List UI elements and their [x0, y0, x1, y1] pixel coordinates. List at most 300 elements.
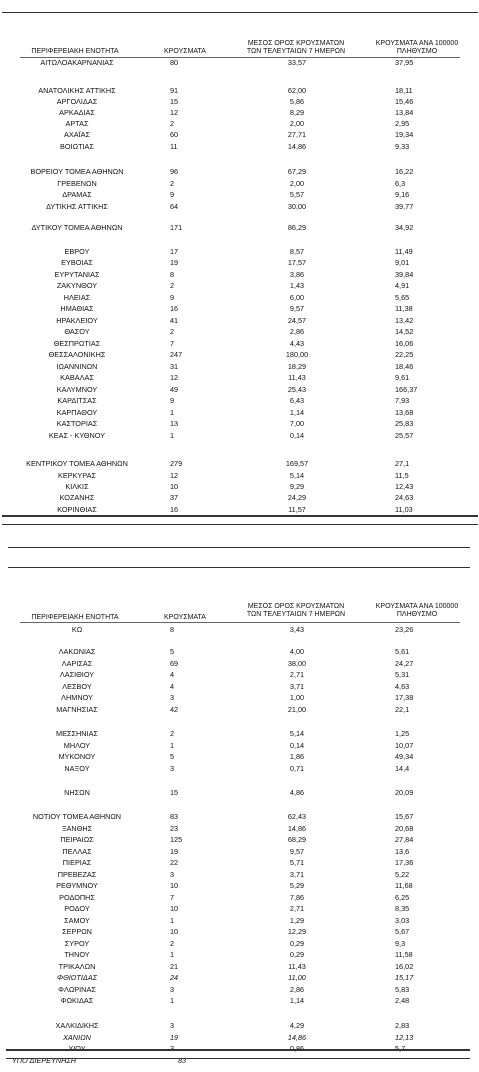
- per100k-cell: 17,36: [395, 858, 414, 867]
- avg-cell: 24,29: [287, 493, 307, 502]
- cases-cell: 19: [170, 1033, 179, 1042]
- avg-cell: 14,86: [287, 142, 307, 151]
- cases-cell: 64: [170, 202, 179, 211]
- per100k-cell: 13,68: [395, 408, 414, 417]
- region-cell: ΔΡΑΜΑΣ: [62, 190, 92, 199]
- cases-cell: 19: [170, 258, 179, 267]
- avg-cell: 24,57: [287, 316, 307, 325]
- header-cases: ΚΡΟΥΣΜΑΤΑ: [164, 48, 206, 55]
- header-per100k-line1: ΚΡΟΥΣΜΑΤΑ ΑΝΑ 100000: [375, 40, 459, 47]
- cases-cell: 80: [170, 58, 179, 67]
- avg-cell: 17,57: [287, 258, 307, 267]
- per100k-cell: 22,25: [395, 350, 414, 359]
- per100k-cell: 15,17: [395, 973, 414, 982]
- per100k-cell: 13,6: [395, 847, 410, 856]
- per100k-cell: 7,93: [395, 396, 410, 405]
- table-row: [0, 458, 479, 469]
- region-cell: ΠΙΕΡΙΑΣ: [62, 858, 92, 867]
- region-cell: ΦΘΙΩΤΙΔΑΣ: [57, 973, 97, 982]
- avg-cell: 38,00: [287, 659, 307, 668]
- table-row: [0, 178, 479, 189]
- cases-cell: 10: [170, 881, 179, 890]
- per100k-cell: 11,58: [395, 950, 413, 959]
- cases-cell: 83: [170, 812, 179, 821]
- cases-cell: 17: [170, 247, 179, 256]
- avg-cell: 9,57: [289, 304, 305, 313]
- per100k-cell: 11,38: [395, 304, 413, 313]
- table-row: [0, 949, 479, 960]
- region-cell: ΠΕΛΛΑΣ: [62, 847, 92, 856]
- cases-cell: 8: [170, 625, 175, 634]
- cases-cell: 21: [170, 962, 179, 971]
- region-cell: ΞΑΝΘΗΣ: [61, 824, 93, 833]
- avg-cell: 9,57: [289, 847, 305, 856]
- cases-cell: 3: [170, 1044, 175, 1053]
- header2-region: ΠΕΡΙΦΕΡΕΙΑΚΗ ΕΝΟΤΗΤΑ: [31, 614, 119, 621]
- per100k-cell: 12,43: [395, 482, 414, 491]
- avg-cell: 4,86: [289, 788, 305, 797]
- avg-cell: 8,57: [289, 247, 305, 256]
- per100k-cell: 17,38: [395, 693, 414, 702]
- per100k-cell: 2,83: [395, 1021, 410, 1030]
- region-cell: ΧΑΝΙΩΝ: [63, 1033, 91, 1042]
- table2-top-rule-2: [8, 567, 470, 568]
- avg-cell: 68,29: [287, 835, 307, 844]
- per100k-cell: 37,95: [395, 58, 414, 67]
- top-rule: [2, 12, 478, 13]
- region-cell: ΕΥΒΟΙΑΣ: [61, 258, 93, 267]
- region-cell: ΧΙΟΥ: [68, 1044, 86, 1053]
- table-row: [0, 141, 479, 152]
- cases-cell: 24: [170, 973, 179, 982]
- cases-cell: 41: [170, 316, 179, 325]
- avg-cell: 33,57: [287, 58, 307, 67]
- avg-cell: 5,29: [289, 881, 305, 890]
- region-cell: ΤΗΝΟΥ: [64, 950, 90, 959]
- cases-cell: 1: [170, 741, 175, 750]
- region-cell: ΝΟΤΙΟΥ ΤΟΜΕΑ ΑΘΗΝΩΝ: [32, 812, 122, 821]
- avg-cell: 11,43: [288, 962, 306, 971]
- table-row: [0, 972, 479, 983]
- cases-cell: 2: [170, 119, 175, 128]
- per100k-cell: 5,7: [395, 1044, 406, 1053]
- cases-cell: 12: [170, 108, 179, 117]
- region-cell: ΗΜΑΘΙΑΣ: [60, 304, 94, 313]
- per100k-cell: 6,3: [395, 179, 406, 188]
- avg-cell: 0,29: [289, 950, 305, 959]
- per100k-cell: 20,09: [395, 788, 414, 797]
- header-region: ΠΕΡΙΦΕΡΕΙΑΚΗ ΕΝΟΤΗΤΑ: [31, 48, 119, 55]
- region-cell: ΚΑΒΑΛΑΣ: [60, 373, 94, 382]
- table-row: [0, 315, 479, 326]
- per100k-cell: 13,84: [395, 108, 414, 117]
- table-row: [0, 57, 479, 68]
- table-row: [0, 787, 479, 798]
- cases-cell: 13: [170, 419, 179, 428]
- cases-cell: 49: [170, 385, 179, 394]
- per100k-cell: 39,84: [395, 270, 414, 279]
- region-cell: ΑΡΓΟΛΙΔΑΣ: [56, 97, 98, 106]
- table-row: [0, 96, 479, 107]
- per100k-cell: 14,4: [395, 764, 410, 773]
- region-cell: ΑΝΑΤΟΛΙΚΗΣ ΑΤΤΙΚΗΣ: [38, 86, 116, 95]
- avg-cell: 5,71: [289, 858, 305, 867]
- cases-cell: 8: [170, 270, 175, 279]
- per100k-cell: 16,22: [395, 167, 414, 176]
- cases-cell: 125: [170, 835, 183, 844]
- per100k-cell: 9,16: [395, 190, 410, 199]
- cases-cell: 171: [170, 223, 183, 232]
- region-cell: ΚΕΡΚΥΡΑΣ: [57, 471, 97, 480]
- table-row: [0, 740, 479, 751]
- cases-cell: 16: [170, 304, 179, 313]
- region-cell: ΡΟΔΟΠΗΣ: [59, 893, 95, 902]
- region-cell: ΑΡΤΑΣ: [65, 119, 89, 128]
- avg-cell: 8,29: [289, 108, 305, 117]
- cases-cell: 12: [170, 471, 179, 480]
- per100k-cell: 19,34: [395, 130, 414, 139]
- avg-cell: 4,00: [289, 647, 305, 656]
- avg-cell: 3,43: [289, 625, 305, 634]
- table-row: [0, 658, 479, 669]
- avg-cell: 0,86: [289, 1044, 305, 1053]
- avg-cell: 1,29: [289, 916, 305, 925]
- avg-cell: 0,29: [289, 939, 305, 948]
- avg-cell: 3,71: [289, 870, 305, 879]
- per100k-cell: 14,52: [395, 327, 414, 336]
- region-cell: ΛΑΚΩΝΙΑΣ: [58, 647, 96, 656]
- region-cell: ΚΑΡΔΙΤΣΑΣ: [57, 396, 97, 405]
- cases-cell: 7: [170, 893, 175, 902]
- per100k-cell: 27,84: [395, 835, 414, 844]
- header2-cases: ΚΡΟΥΣΜΑΤΑ: [164, 614, 206, 621]
- per100k-cell: 15,67: [395, 812, 414, 821]
- cases-cell: 69: [170, 659, 179, 668]
- cases-cell: 3: [170, 870, 175, 879]
- table-row: [0, 430, 479, 441]
- table1-bottom-rule: [2, 515, 478, 517]
- region-cell: ΚΕΝΤΡΙΚΟΥ ΤΟΜΕΑ ΑΘΗΝΩΝ: [26, 459, 128, 468]
- cases-cell: 42: [170, 705, 179, 714]
- header-per100k-line2: ΠΛΗΘΥΣΜΟ: [396, 48, 438, 55]
- table-row: [0, 995, 479, 1006]
- avg-cell: 21,00: [287, 705, 307, 714]
- header2-per100k-line2: ΠΛΗΘΥΣΜΟ: [396, 611, 438, 618]
- header2-per100k-line1: ΚΡΟΥΣΜΑΤΑ ΑΝΑ 100000: [375, 603, 459, 610]
- avg-cell: 9,29: [289, 482, 305, 491]
- region-cell: ΔΥΤΙΚΟΥ ΤΟΜΕΑ ΑΘΗΝΩΝ: [31, 223, 123, 232]
- region-cell: ΡΕΘΥΜΝΟΥ: [56, 881, 98, 890]
- cases-cell: 9: [170, 396, 175, 405]
- table-row: [0, 292, 479, 303]
- per100k-cell: 16,06: [395, 339, 414, 348]
- cases-cell: 2: [170, 939, 175, 948]
- per100k-cell: 166,37: [395, 385, 418, 394]
- table-row: [0, 246, 479, 257]
- per100k-cell: 5,65: [395, 293, 410, 302]
- region-cell: ΠΡΕΒΕΖΑΣ: [57, 870, 97, 879]
- table-row: [0, 166, 479, 177]
- table-row: [0, 984, 479, 995]
- per100k-cell: 8,35: [395, 904, 410, 913]
- header-per100k: [362, 40, 472, 56]
- table-row: [0, 85, 479, 96]
- per100k-cell: 11,5: [395, 471, 409, 480]
- cases-cell: 11: [170, 142, 178, 151]
- table-row: [0, 280, 479, 291]
- table-row: [0, 492, 479, 503]
- cases-cell: 12: [170, 373, 179, 382]
- cases-cell: 2: [170, 179, 175, 188]
- avg-cell: 6,43: [289, 396, 305, 405]
- region-cell: ΛΕΣΒΟΥ: [62, 682, 92, 691]
- region-cell: ΑΡΚΑΔΙΑΣ: [59, 108, 95, 117]
- table2-bottom-rule: [6, 1049, 470, 1051]
- cases-cell: 1: [170, 916, 175, 925]
- avg-cell: 2,86: [289, 327, 305, 336]
- header-avg-line2: ΤΩΝ ΤΕΛΕΥΤΑΙΩΝ 7 ΗΜΕΡΩΝ: [246, 48, 346, 55]
- per100k-cell: 39,77: [395, 202, 414, 211]
- header-avg-line1: ΜΕΣΟΣ ΟΡΟΣ ΚΡΟΥΣΜΑΤΩΝ: [247, 40, 345, 47]
- table2-bottom-rule-2: [6, 1058, 470, 1059]
- cases-cell: 1: [170, 950, 175, 959]
- avg-cell: 14,86: [287, 1033, 307, 1042]
- avg-cell: 5,86: [289, 97, 305, 106]
- avg-cell: 180,00: [285, 350, 309, 359]
- region-cell: ΒΟΡΕΙΟΥ ΤΟΜΕΑ ΑΘΗΝΩΝ: [30, 167, 124, 176]
- cases-cell: 1: [170, 408, 175, 417]
- per100k-cell: 24,63: [395, 493, 414, 502]
- avg-cell: 14,86: [287, 824, 307, 833]
- per100k-cell: 18,11: [395, 86, 413, 95]
- region-cell: ΝΗΣΩΝ: [64, 788, 90, 797]
- per100k-cell: 24,27: [395, 659, 414, 668]
- region-cell: ΕΒΡΟΥ: [64, 247, 90, 256]
- avg-cell: 5,14: [289, 471, 305, 480]
- cases-cell: 15: [170, 788, 179, 797]
- table-row: [0, 857, 479, 868]
- table-row: [0, 892, 479, 903]
- cases-cell: 3: [170, 1021, 175, 1030]
- cases-cell: 1: [170, 431, 175, 440]
- avg-cell: 4,43: [289, 339, 305, 348]
- per100k-cell: 5,67: [395, 927, 410, 936]
- per100k-cell: 25,83: [395, 419, 414, 428]
- avg-cell: 3,86: [289, 270, 305, 279]
- table-row: [0, 834, 479, 845]
- avg-cell: 1,14: [289, 996, 305, 1005]
- region-cell: ΙΩΑΝΝΙΝΩΝ: [56, 362, 98, 371]
- per100k-cell: 9,01: [395, 258, 410, 267]
- per100k-cell: 6,25: [395, 893, 410, 902]
- region-cell: ΛΑΣΙΘΙΟΥ: [59, 670, 95, 679]
- region-cell: ΝΑΞΟΥ: [64, 764, 90, 773]
- avg-cell: 11,43: [288, 373, 306, 382]
- table1-bottom-rule-2: [2, 524, 478, 525]
- avg-cell: 62,00: [287, 86, 307, 95]
- per100k-cell: 49,34: [395, 752, 414, 761]
- per100k-cell: 27,1: [395, 459, 410, 468]
- avg-cell: 1,86: [289, 752, 305, 761]
- avg-cell: 2,71: [289, 670, 305, 679]
- table-row: [0, 903, 479, 914]
- table-row: [0, 349, 479, 360]
- avg-cell: 25,43: [287, 385, 307, 394]
- region-cell: ΚΩ: [71, 625, 83, 634]
- per100k-cell: 15,46: [395, 97, 414, 106]
- per100k-cell: 5,83: [395, 985, 410, 994]
- avg-cell: 0,14: [289, 741, 305, 750]
- avg-cell: 11,57: [288, 505, 306, 514]
- region-cell: ΚΑΛΥΜΝΟΥ: [56, 385, 98, 394]
- region-cell: ΣΕΡΡΩΝ: [62, 927, 92, 936]
- table-row: [0, 504, 479, 515]
- cases-cell: 22: [170, 858, 179, 867]
- region-cell: ΚΟΖΑΝΗΣ: [59, 493, 95, 502]
- header2-underline: [20, 622, 460, 623]
- region-cell: ΖΑΚΥΝΘΟΥ: [56, 281, 98, 290]
- per100k-cell: 11,03: [395, 505, 413, 514]
- cases-cell: 1: [170, 996, 175, 1005]
- table-row: [0, 326, 479, 337]
- per100k-cell: 4,91: [395, 281, 410, 290]
- region-cell: ΣΥΡΟΥ: [64, 939, 90, 948]
- per100k-cell: 2,48: [395, 996, 410, 1005]
- cases-cell: 3: [170, 693, 175, 702]
- per100k-cell: 18,46: [395, 362, 414, 371]
- cases-cell: 5: [170, 752, 175, 761]
- per100k-cell: 9,33: [395, 142, 410, 151]
- avg-cell: 1,14: [289, 408, 305, 417]
- avg-cell: 2,00: [289, 179, 305, 188]
- per100k-cell: 11,68: [395, 881, 413, 890]
- avg-cell: 12,29: [287, 927, 307, 936]
- region-cell: ΛΗΜΝΟΥ: [61, 693, 93, 702]
- header-avg: [236, 40, 356, 56]
- table-row: [0, 338, 479, 349]
- table-row: [0, 669, 479, 680]
- region-cell: ΚΙΛΚΙΣ: [65, 482, 89, 491]
- region-cell: ΜΕΣΣΗΝΙΑΣ: [56, 729, 98, 738]
- avg-cell: 2,00: [289, 119, 305, 128]
- region-cell: ΦΛΩΡΙΝΑΣ: [58, 985, 96, 994]
- avg-cell: 27,71: [287, 130, 307, 139]
- cases-cell: 4: [170, 670, 175, 679]
- per100k-cell: 5,31: [395, 670, 410, 679]
- table-row: [0, 751, 479, 762]
- table-row: [0, 222, 479, 233]
- table-row: [0, 303, 479, 314]
- region-cell: ΘΑΣΟΥ: [64, 327, 90, 336]
- region-cell: ΠΕΙΡΑΙΩΣ: [60, 835, 94, 844]
- cases-cell: 37: [170, 493, 179, 502]
- avg-cell: 169,57: [285, 459, 309, 468]
- region-cell: ΜΗΛΟΥ: [63, 741, 91, 750]
- table-row: [0, 1032, 479, 1043]
- per100k-cell: 16,02: [395, 962, 414, 971]
- avg-cell: 2,71: [289, 904, 305, 913]
- avg-cell: 67,29: [287, 167, 307, 176]
- avg-cell: 62,43: [287, 812, 307, 821]
- table-row: [0, 704, 479, 715]
- table-row: [0, 189, 479, 200]
- per100k-cell: 22,1: [395, 705, 410, 714]
- table-row: [0, 915, 479, 926]
- table-row: [0, 395, 479, 406]
- table-row: [0, 763, 479, 774]
- cases-cell: 7: [170, 339, 175, 348]
- avg-cell: 0,14: [289, 431, 305, 440]
- region-cell: ΕΥΡΥΤΑΝΙΑΣ: [54, 270, 100, 279]
- cases-cell: 3: [170, 764, 175, 773]
- per100k-cell: 23,26: [395, 625, 414, 634]
- per100k-cell: 4,63: [395, 682, 410, 691]
- per100k-cell: 2,95: [395, 119, 410, 128]
- region-cell: ΜΑΓΝΗΣΙΑΣ: [56, 705, 98, 714]
- region-cell: ΘΕΣΣΑΛΟΝΙΚΗΣ: [48, 350, 106, 359]
- table-row: [0, 1055, 479, 1066]
- table-row: [0, 961, 479, 972]
- cases-cell: 2: [170, 327, 175, 336]
- table-row: [0, 407, 479, 418]
- table-row: [0, 926, 479, 937]
- table-row: [0, 624, 479, 635]
- table-row: [0, 384, 479, 395]
- cases-cell: 2: [170, 729, 175, 738]
- table-row: [0, 1020, 479, 1031]
- region-cell: ΣΑΜΟΥ: [64, 916, 90, 925]
- avg-cell: 3,71: [289, 682, 305, 691]
- avg-cell: 30,00: [287, 202, 307, 211]
- cases-cell: 31: [170, 362, 179, 371]
- table-row: [0, 869, 479, 880]
- table-row: [0, 880, 479, 891]
- per100k-cell: 1,25: [395, 729, 410, 738]
- region-cell: ΛΑΡΙΣΑΣ: [61, 659, 93, 668]
- per100k-cell: 9,61: [395, 373, 410, 382]
- region-cell: ΧΑΛΚΙΔΙΚΗΣ: [55, 1021, 99, 1030]
- table-row: [0, 372, 479, 383]
- avg-cell: 5,57: [289, 190, 305, 199]
- table-row: [0, 118, 479, 129]
- region-cell: ΚΑΣΤΟΡΙΑΣ: [56, 419, 98, 428]
- per100k-cell: 12,13: [395, 1033, 414, 1042]
- region-cell: ΤΡΙΚΑΛΩΝ: [58, 962, 96, 971]
- cases-cell: 10: [170, 927, 179, 936]
- avg-cell: 6,00: [289, 293, 305, 302]
- table-row: [0, 129, 479, 140]
- per100k-cell: 13,42: [395, 316, 414, 325]
- table-row: [0, 418, 479, 429]
- avg-cell: 0,71: [289, 764, 305, 773]
- header2-avg-line1: ΜΕΣΟΣ ΟΡΟΣ ΚΡΟΥΣΜΑΤΩΝ: [247, 603, 345, 610]
- table-row: [0, 692, 479, 703]
- region-cell: ΥΠΟ ΔΙΕΡΕΥΝΗΣΗ: [11, 1056, 77, 1065]
- region-cell: ΑΙΤΩΛΟΑΚΑΡΝΑΝΙΑΣ: [40, 58, 114, 67]
- header2-per100k: [362, 603, 472, 619]
- region-cell: ΔΥΤΙΚΗΣ ΑΤΤΙΚΗΣ: [46, 202, 108, 211]
- cases-cell: 19: [170, 847, 179, 856]
- cases-cell: 247: [170, 350, 183, 359]
- avg-cell: 1,00: [289, 693, 305, 702]
- cases-cell: 60: [170, 130, 179, 139]
- region-cell: ΑΧΑΪΑΣ: [63, 130, 90, 139]
- region-cell: ΚΟΡΙΝΘΙΑΣ: [57, 505, 97, 514]
- region-cell: ΗΡΑΚΛΕΙΟΥ: [56, 316, 98, 325]
- avg-cell: 86,29: [287, 223, 307, 232]
- header2-avg: [236, 603, 356, 619]
- avg-cell: 7,86: [289, 893, 305, 902]
